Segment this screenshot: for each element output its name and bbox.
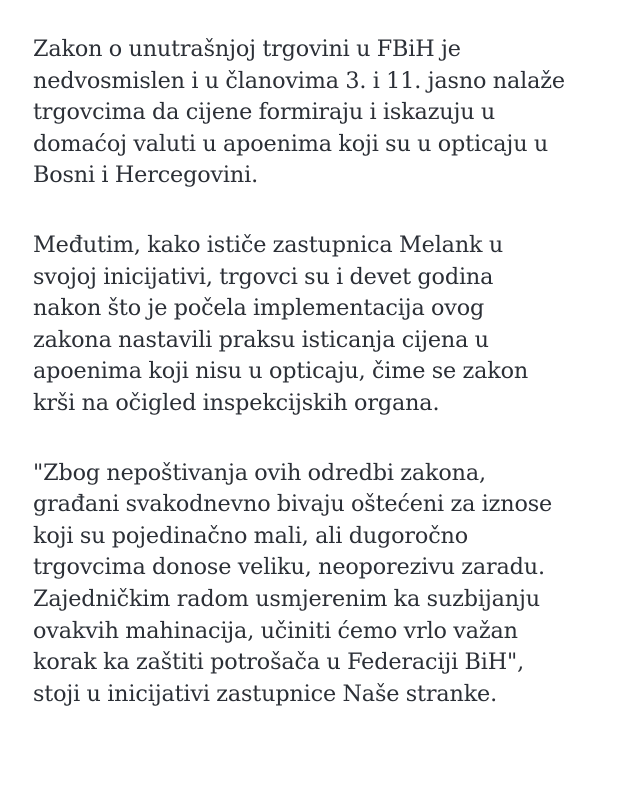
text-line: zakona nastavili praksu isticanja cijena u [33,326,489,353]
text-line: krši na očigled inspekcijskih organa. [33,389,440,416]
text-line: stoji u inicijativi zastupnice Naše stranke. [33,680,498,707]
text-line: svojoj inicijativi, trgovci su i devet godina [33,263,494,290]
article-body [33,34,613,748]
text-line: trgovcima da cijene formiraju i iskazuju u [33,99,496,126]
paragraph-law-statement [33,34,613,192]
text-line: koji su pojedinačno mali, ali dugoročno [33,522,469,549]
text-line: Zajedničkim radom usmjerenim ka suzbijanju [33,585,540,612]
text-line: ovakvih mahinacija, učiniti ćemo vrlo važan [33,617,518,644]
text-line: Bosni i Hercegovini. [33,162,259,189]
text-line: Međutim, kako ističe zastupnica Melank u [33,231,504,258]
paragraph-quote [33,458,613,711]
text-line: domaćoj valuti u apoenima koji su u opticaju u [33,130,549,157]
paragraph-initiative [33,230,613,420]
text-line: Zakon o unutrašnjoj trgovini u FBiH je [33,36,461,62]
text-line: građani svakodnevno bivaju oštećeni za iznose [33,491,553,518]
text-line: nedvosmislen i u članovima 3. i 11. jasno nalaže [33,67,565,94]
text-line: apoenima koji nisu u opticaju, čime se zakon [33,358,529,385]
text-line: korak ka zaštiti potrošača u Federaciji BiH", [33,649,525,676]
text-line: trgovcima donose veliku, neoporezivu zaradu. [33,554,545,581]
text-line: "Zbog nepoštivanja ovih odredbi zakona, [33,459,486,486]
text-line: nakon što je počela implementacija ovog [33,295,485,322]
